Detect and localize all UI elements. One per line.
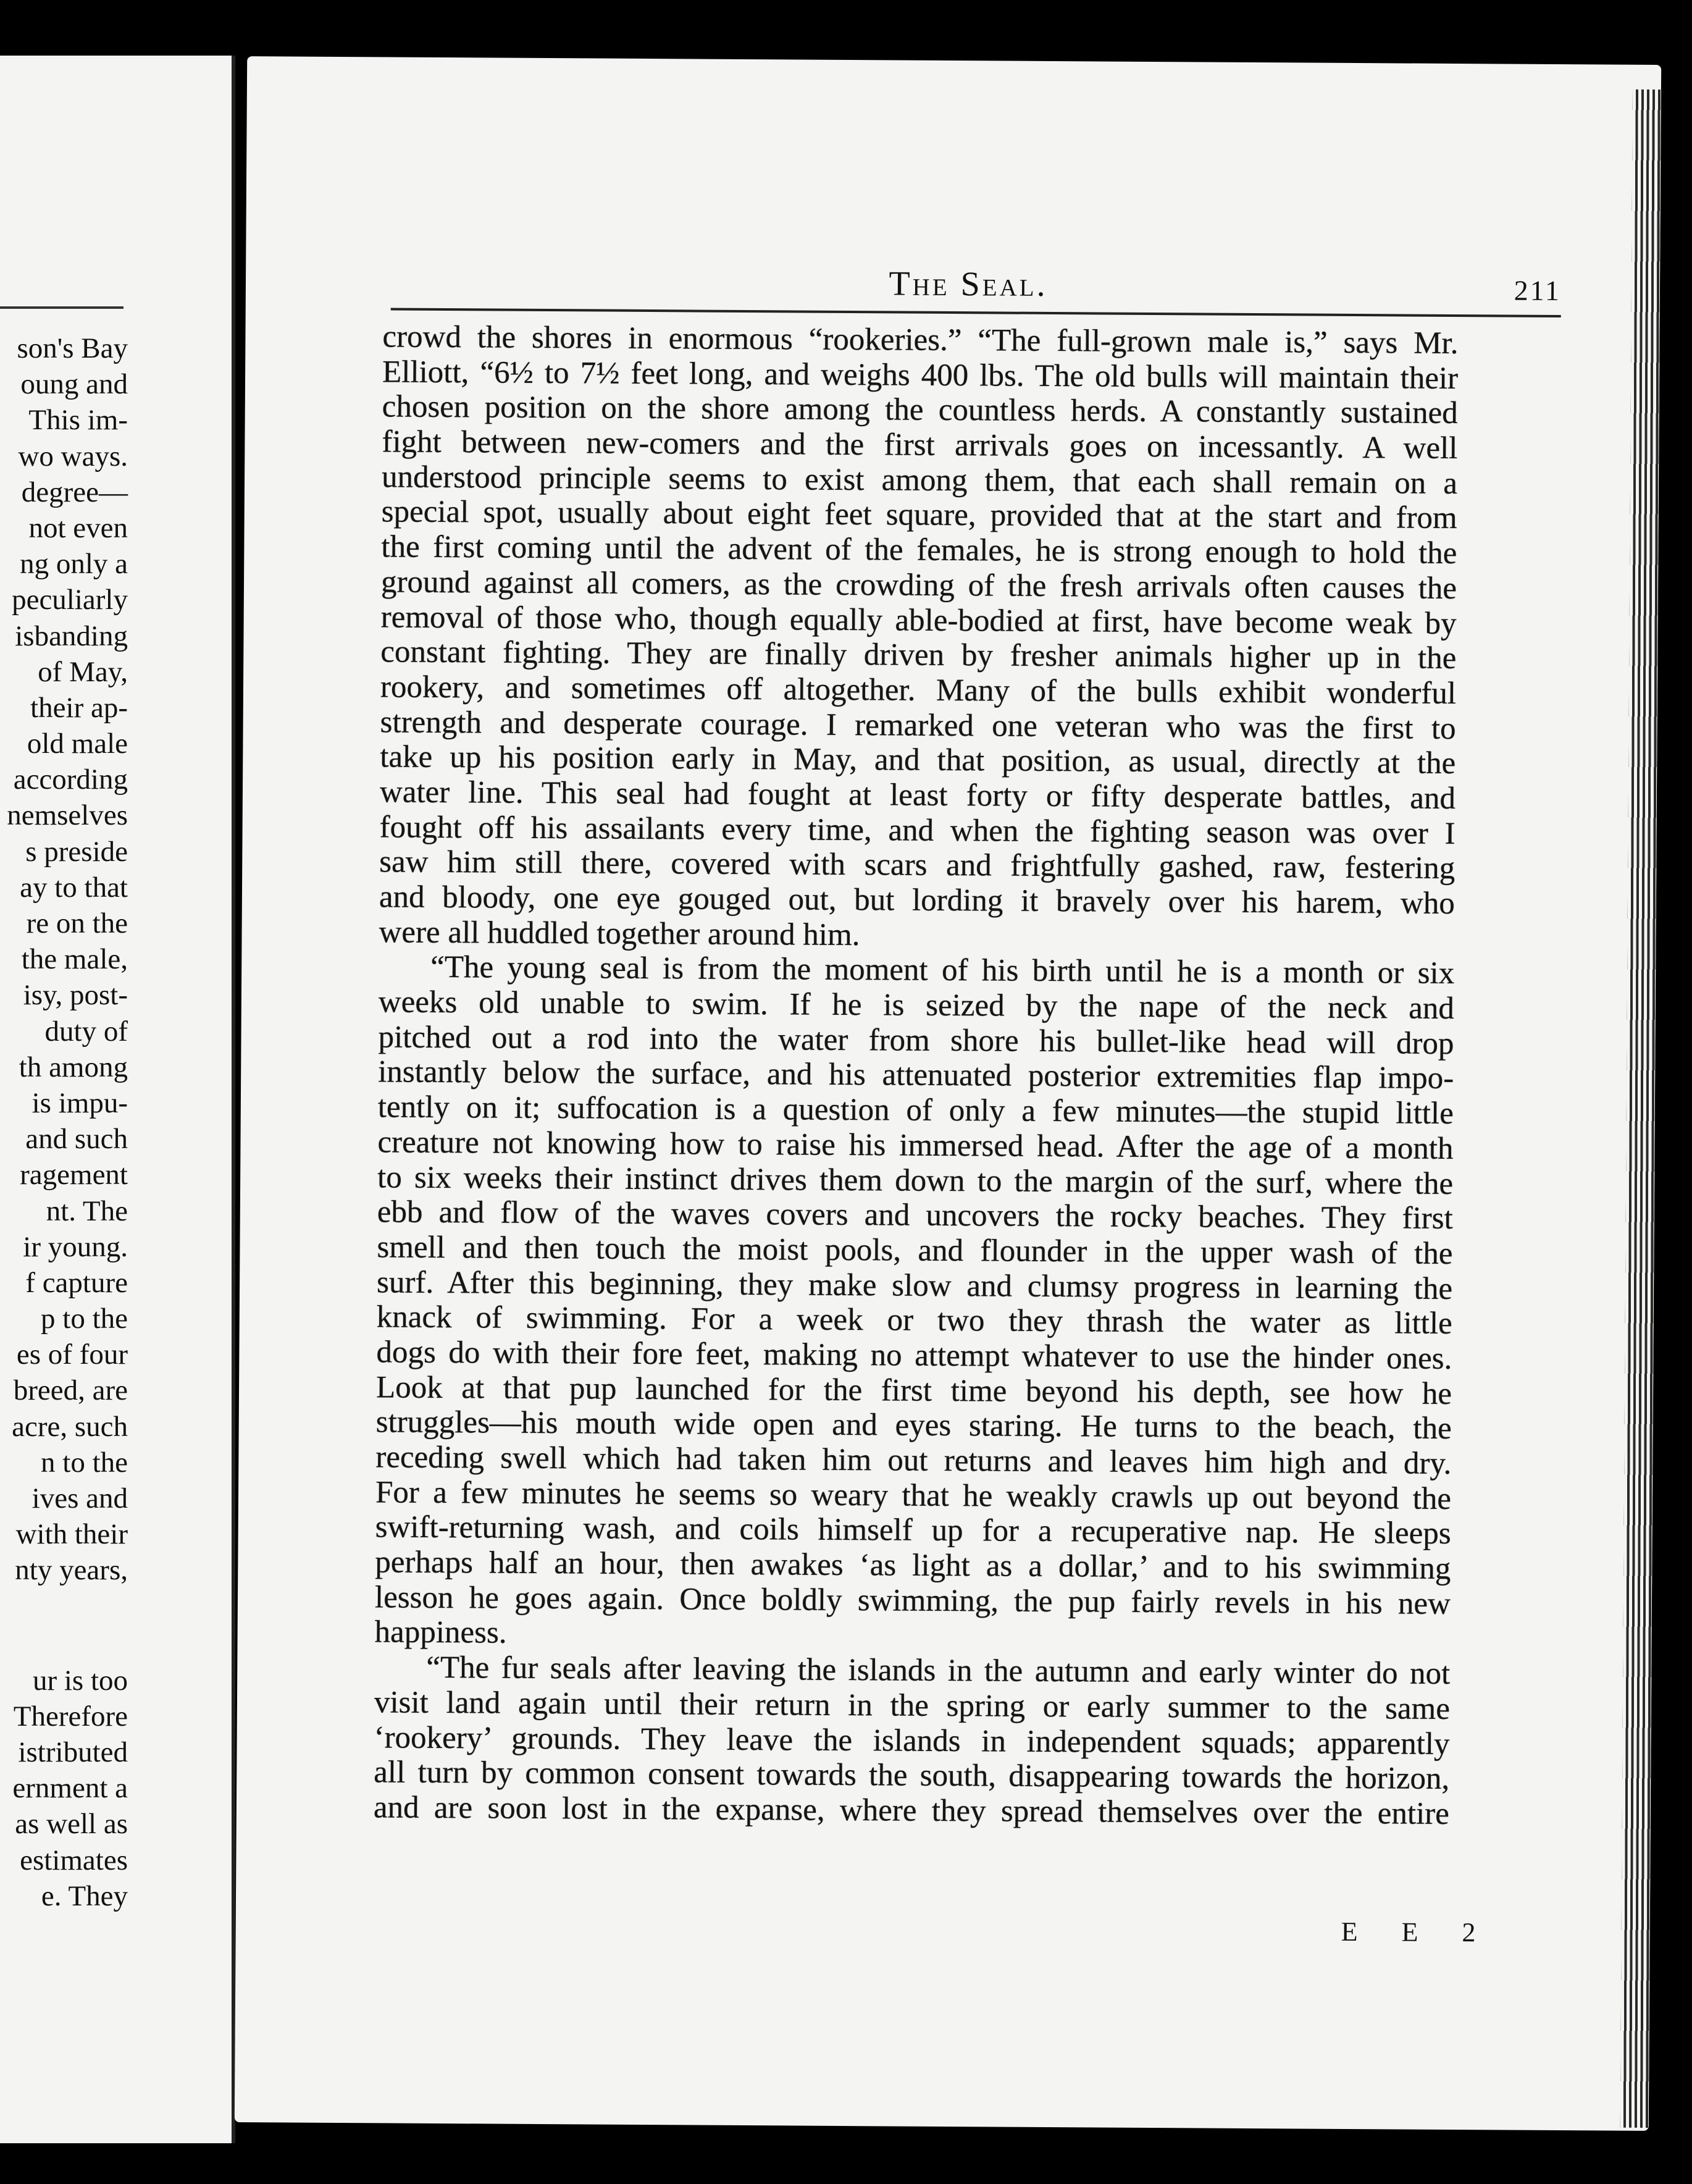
left-page-line: istributed xyxy=(18,1736,128,1768)
left-page-line: nemselves xyxy=(7,799,128,832)
text-line: visit land again until their return in the spring or early summer to the same xyxy=(374,1685,1451,1726)
left-page-line: duty of xyxy=(44,1015,128,1048)
text-line: ground against all comers, as the crowding of the fresh arrivals often causes the xyxy=(380,565,1457,606)
left-page-line: not even xyxy=(28,511,128,544)
left-page-line: according xyxy=(13,763,128,796)
page-number: 211 xyxy=(1514,274,1562,307)
text-line: were all huddled together around him. xyxy=(379,915,860,952)
text-line: special spot, usually about eight feet square, provided that at the start and from xyxy=(381,494,1457,536)
text-line: pitched out a rod into the water from shore his bullet-like head will drop xyxy=(378,1020,1454,1061)
text-line: swift-returning wash, and coils himself up for a recuperative nap. He sleeps xyxy=(375,1510,1451,1552)
running-title: The Seal. xyxy=(889,264,1048,304)
text-line: fought off his assailants every time, and when the fighting season was over I xyxy=(379,809,1455,851)
left-page-line: ives and xyxy=(31,1482,128,1514)
text-line: removal of those who, though equally able-bodied at first, have become weak by xyxy=(380,599,1457,641)
left-page-line: with their xyxy=(15,1518,128,1551)
left-page-line: e. They xyxy=(41,1880,128,1912)
paragraph-1 xyxy=(379,319,1458,956)
text-line: constant fighting. They are finally driven by fresher animals higher up in the xyxy=(380,634,1457,676)
left-page-line: breed, are xyxy=(13,1374,128,1407)
text-line: surf. After this beginning, they make slow and clumsy progress in learning the xyxy=(376,1264,1453,1306)
left-page-rule xyxy=(0,306,124,309)
left-page-line: old male xyxy=(27,728,128,760)
left-page-line: degree— xyxy=(21,476,128,508)
page-edge-stack xyxy=(1620,90,1661,2128)
left-page-line: isbanding xyxy=(15,620,128,652)
left-page-line: This im- xyxy=(28,404,128,437)
left-page-line: of May, xyxy=(38,655,128,688)
left-page-line: Therefore xyxy=(13,1700,128,1732)
left-page-line: ir young. xyxy=(23,1230,128,1263)
left-page-line: estimates xyxy=(20,1844,128,1876)
left-page-line: es of four xyxy=(16,1338,128,1371)
left-page-line: nty years, xyxy=(15,1554,128,1587)
left-page-fragment xyxy=(0,56,235,2143)
text-line: rookery, and sometimes off altogether. Many of the bulls exhibit wonderful xyxy=(380,670,1457,711)
left-page-line: ay to that xyxy=(20,871,128,904)
text-line: all turn by common consent towards the south, disappearing towards the horizon, xyxy=(374,1755,1450,1797)
text-line: and bloody, one eye gouged out, but lording it bravely over his harem, who xyxy=(379,880,1455,922)
left-page-line: wo ways. xyxy=(18,440,128,472)
text-line: to six weeks their instinct drives them down to the margin of the surf, where the xyxy=(377,1159,1454,1201)
text-line: chosen position on the shore among the countless herds. A constantly sustained xyxy=(382,389,1458,431)
text-line: “The young seal is from the moment of his birth until he is a month or six xyxy=(430,950,1455,991)
text-line: ebb and flow of the waves covers and uncovers the rocky beaches. They first xyxy=(377,1195,1453,1237)
text-line: For a few minutes he seems so weary that he weakly crawls up out beyond the xyxy=(375,1475,1452,1516)
text-line: strength and desperate courage. I remarked one veteran who was the first to xyxy=(380,704,1456,746)
text-line: creature not knowing how to raise his immersed head. After the age of a month xyxy=(377,1125,1454,1166)
left-page-line xyxy=(7,1589,128,1663)
text-line: water line. This seal had fought at least forty or fifty desperate battles, and xyxy=(379,775,1456,816)
left-page-line: isy, post- xyxy=(23,979,128,1012)
text-line: understood principle seems to exist among them, that each shall remain on a xyxy=(381,460,1458,501)
text-line: dogs do with their fore feet, making no attempt whatever to use the hinder ones. xyxy=(376,1335,1452,1376)
left-page-line: acre, such xyxy=(12,1410,128,1443)
left-page-line: f capture xyxy=(25,1266,128,1299)
left-page-line: ng only a xyxy=(20,548,128,581)
left-page-line: n to the xyxy=(41,1446,128,1479)
text-line: happiness. xyxy=(374,1615,507,1651)
signature-mark: E E 2 xyxy=(1341,1916,1494,1948)
left-page-text xyxy=(7,330,128,1914)
left-page-line: oung and xyxy=(20,368,128,401)
text-line: Elliott, “6½ to 7½ feet long, and weighs 400 lbs. The old bulls will maintain their xyxy=(382,355,1459,396)
left-page-line: their ap- xyxy=(30,691,128,724)
left-page-line: ragement xyxy=(20,1159,128,1191)
text-line: crowd the shores in enormous “rookeries.” “The full-grown male is,” says Mr. xyxy=(382,319,1459,361)
text-line: weeks old unable to swim. If he is seized by the nape of the neck and xyxy=(378,985,1455,1027)
left-page-line: as well as xyxy=(15,1808,128,1841)
text-line: Look at that pup launched for the first time beyond his depth, see how he xyxy=(375,1369,1452,1411)
text-line: instantly below the surface, and his attenuated posterior extremities flap impo- xyxy=(378,1054,1454,1096)
left-page-line: re on the xyxy=(26,907,128,939)
body-text xyxy=(374,319,1459,1831)
text-line: tently on it; suffocation is a question of only a few minutes—the stupid little xyxy=(377,1090,1454,1132)
left-page-line: peculiarly xyxy=(12,584,128,616)
left-page-line: is impu- xyxy=(31,1086,128,1119)
left-page-line: ur is too xyxy=(32,1664,128,1697)
left-page-line: son's Bay xyxy=(17,332,128,364)
text-line: knack of swimming. For a week or two they thrash the water as little xyxy=(376,1300,1452,1342)
left-page-line: the male, xyxy=(21,943,128,976)
text-line: lesson he goes again. Once boldly swimming, the pup fairly revels in his new xyxy=(374,1580,1451,1621)
text-line: receding swell which had taken him out returns and leaves him high and dry. xyxy=(375,1440,1452,1481)
text-line: saw him still there, covered with scars and frightfully gashed, raw, festering xyxy=(379,844,1455,886)
text-line: fight between new-comers and the first arrivals goes on incessantly. A well xyxy=(382,424,1458,466)
left-page-line: th among xyxy=(19,1051,128,1083)
left-page-line: p to the xyxy=(41,1303,128,1335)
left-page-line: nt. The xyxy=(46,1195,128,1227)
left-page-line: ernment a xyxy=(12,1772,128,1805)
right-page xyxy=(235,56,1661,2131)
text-line: take up his position early in May, and that position, as usual, directly at the xyxy=(380,739,1456,781)
text-line: “The fur seals after leaving the islands in the autumn and early winter do not xyxy=(426,1650,1451,1692)
left-page-line: s preside xyxy=(25,835,128,868)
paragraph-3 xyxy=(374,1650,1451,1831)
left-page-line: and such xyxy=(25,1123,128,1156)
paragraph-2 xyxy=(374,950,1454,1657)
text-line: ‘rookery’ grounds. They leave the islands in independent squads; apparently xyxy=(374,1720,1450,1762)
text-line: the first coming until the advent of the females, he is strong enough to hold the xyxy=(381,529,1457,571)
text-line: smell and then touch the moist pools, and flounder in the upper wash of the xyxy=(377,1230,1453,1271)
text-line: struggles—his mouth wide open and eyes staring. He turns to the beach, the xyxy=(375,1405,1452,1447)
text-line: and are soon lost in the expanse, where they spread themselves over the entire xyxy=(373,1790,1450,1831)
text-line: perhaps half an hour, then awakes ‘as light as a dollar,’ and to his swimming xyxy=(375,1545,1451,1587)
